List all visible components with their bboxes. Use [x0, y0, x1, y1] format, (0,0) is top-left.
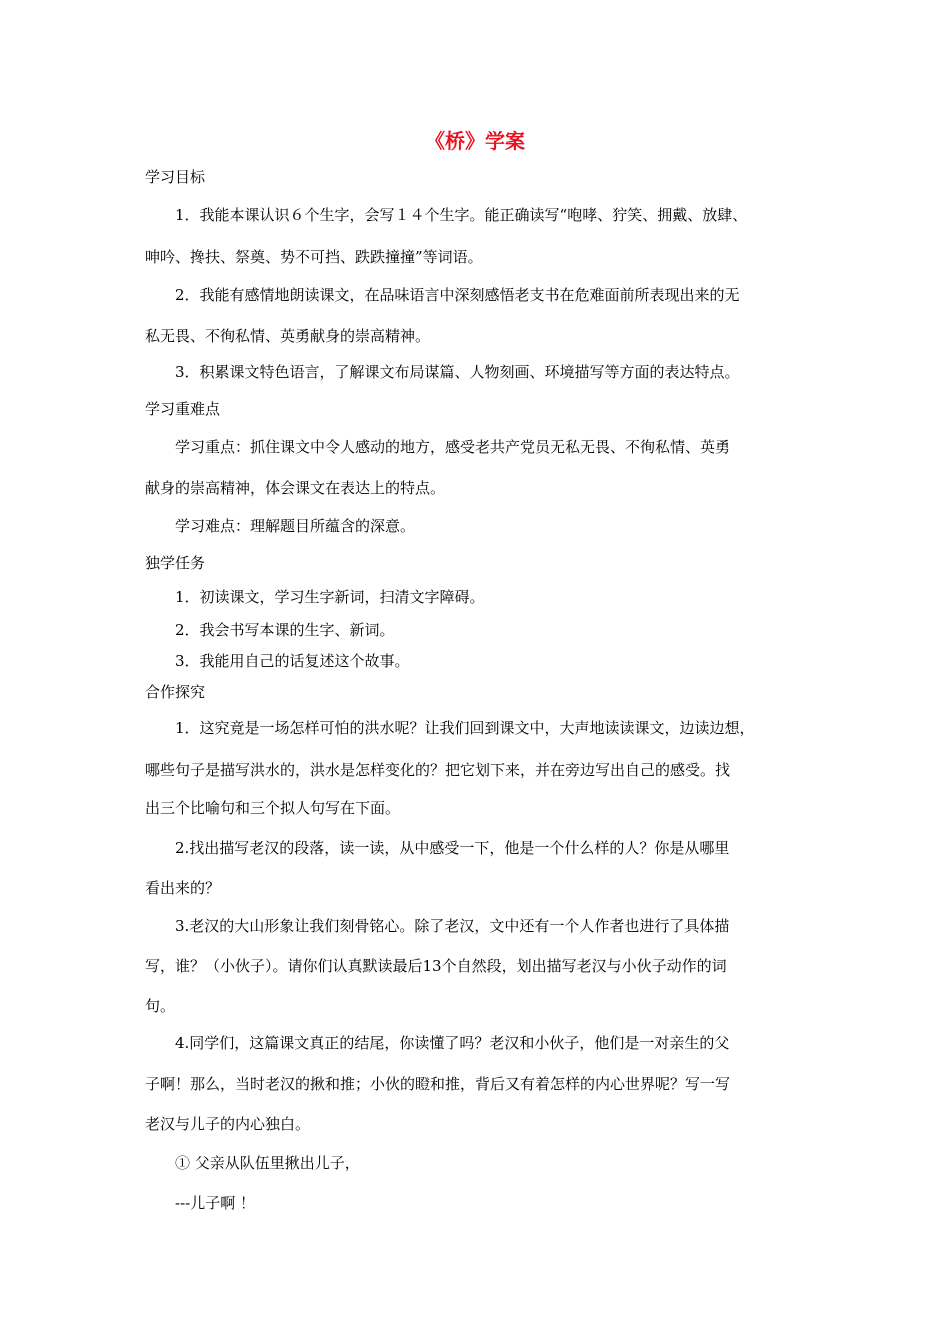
section-heading-focus: 学习重难点	[145, 400, 221, 418]
goals-line-2: 呻吟、搀扶、祭奠、势不可挡、跌跌撞撞”等词语。	[145, 248, 483, 266]
goals-line-3: 2．我能有感情地朗读课文，在品味语言中深刻感悟老支书在危难面前所表现出来的无	[175, 286, 740, 304]
section-heading-cooperation: 合作探究	[145, 683, 206, 701]
cooperation-line-1: 1．这究竟是一场怎样可怕的洪水呢？让我们回到课文中，大声地读读课文，边读边想，	[175, 719, 755, 737]
section-heading-goals: 学习目标	[145, 168, 206, 186]
cooperation-line-11: 老汉与儿子的内心独白。	[145, 1115, 311, 1133]
cooperation-line-12: ① 父亲从队伍里揪出儿子，	[175, 1154, 360, 1172]
self-study-line-1: 1．初读课文，学习生字新词，扫清文字障碍。	[175, 588, 485, 606]
cooperation-line-10: 子啊！那么，当时老汉的揪和推；小伙的瞪和推，背后又有着怎样的内心世界呢？写一写	[145, 1075, 731, 1093]
cooperation-line-5: 看出来的？	[145, 879, 221, 897]
self-study-line-2: 2．我会书写本课的生字、新词。	[175, 621, 395, 639]
cooperation-line-9: 4.同学们，这篇课文真正的结尾，你读懂了吗？老汉和小伙子，他们是一对亲生的父	[175, 1034, 730, 1052]
focus-line-1: 学习重点：抓住课文中令人感动的地方，感受老共产党员无私无畏、不徇私情、英勇	[175, 438, 731, 456]
focus-line-3: 学习难点：理解题目所蕴含的深意。	[175, 517, 416, 535]
cooperation-line-3: 出三个比喻句和三个拟人句写在下面。	[145, 799, 401, 817]
self-study-line-3: 3．我能用自己的话复述这个故事。	[175, 652, 410, 670]
cooperation-line-2: 哪些句子是描写洪水的，洪水是怎样变化的？把它划下来，并在旁边写出自己的感受。找	[145, 761, 731, 779]
section-heading-self-study: 独学任务	[145, 554, 206, 572]
cooperation-line-13: ---儿子啊 ！	[175, 1194, 255, 1212]
goals-line-1: 1．我能本课认识６个生字，会写１４个生字。能正确读写“咆哮、狞笑、拥戴、放肆、	[175, 206, 748, 224]
focus-line-2: 献身的崇高精神，体会课文在表达上的特点。	[145, 479, 446, 497]
cooperation-line-8: 句。	[145, 997, 176, 1015]
document-title: 《桥》学案	[425, 129, 525, 153]
cooperation-line-7: 写，谁？（小伙子）。请你们认真默读最后13个自然段，划出描写老汉与小伙子动作的词	[145, 957, 727, 975]
goals-line-5: 3．积累课文特色语言，了解课文布局谋篇、人物刻画、环境描写等方面的表达特点。	[175, 363, 740, 381]
cooperation-line-6: 3.老汉的大山形象让我们刻骨铭心。除了老汉，文中还有一个人作者也进行了具体描	[175, 917, 730, 935]
goals-line-4: 私无畏、不徇私情、英勇献身的崇高精神。	[145, 327, 431, 345]
cooperation-line-4: 2.找出描写老汉的段落，读一读，从中感受一下，他是一个什么样的人？你是从哪里	[175, 839, 730, 857]
